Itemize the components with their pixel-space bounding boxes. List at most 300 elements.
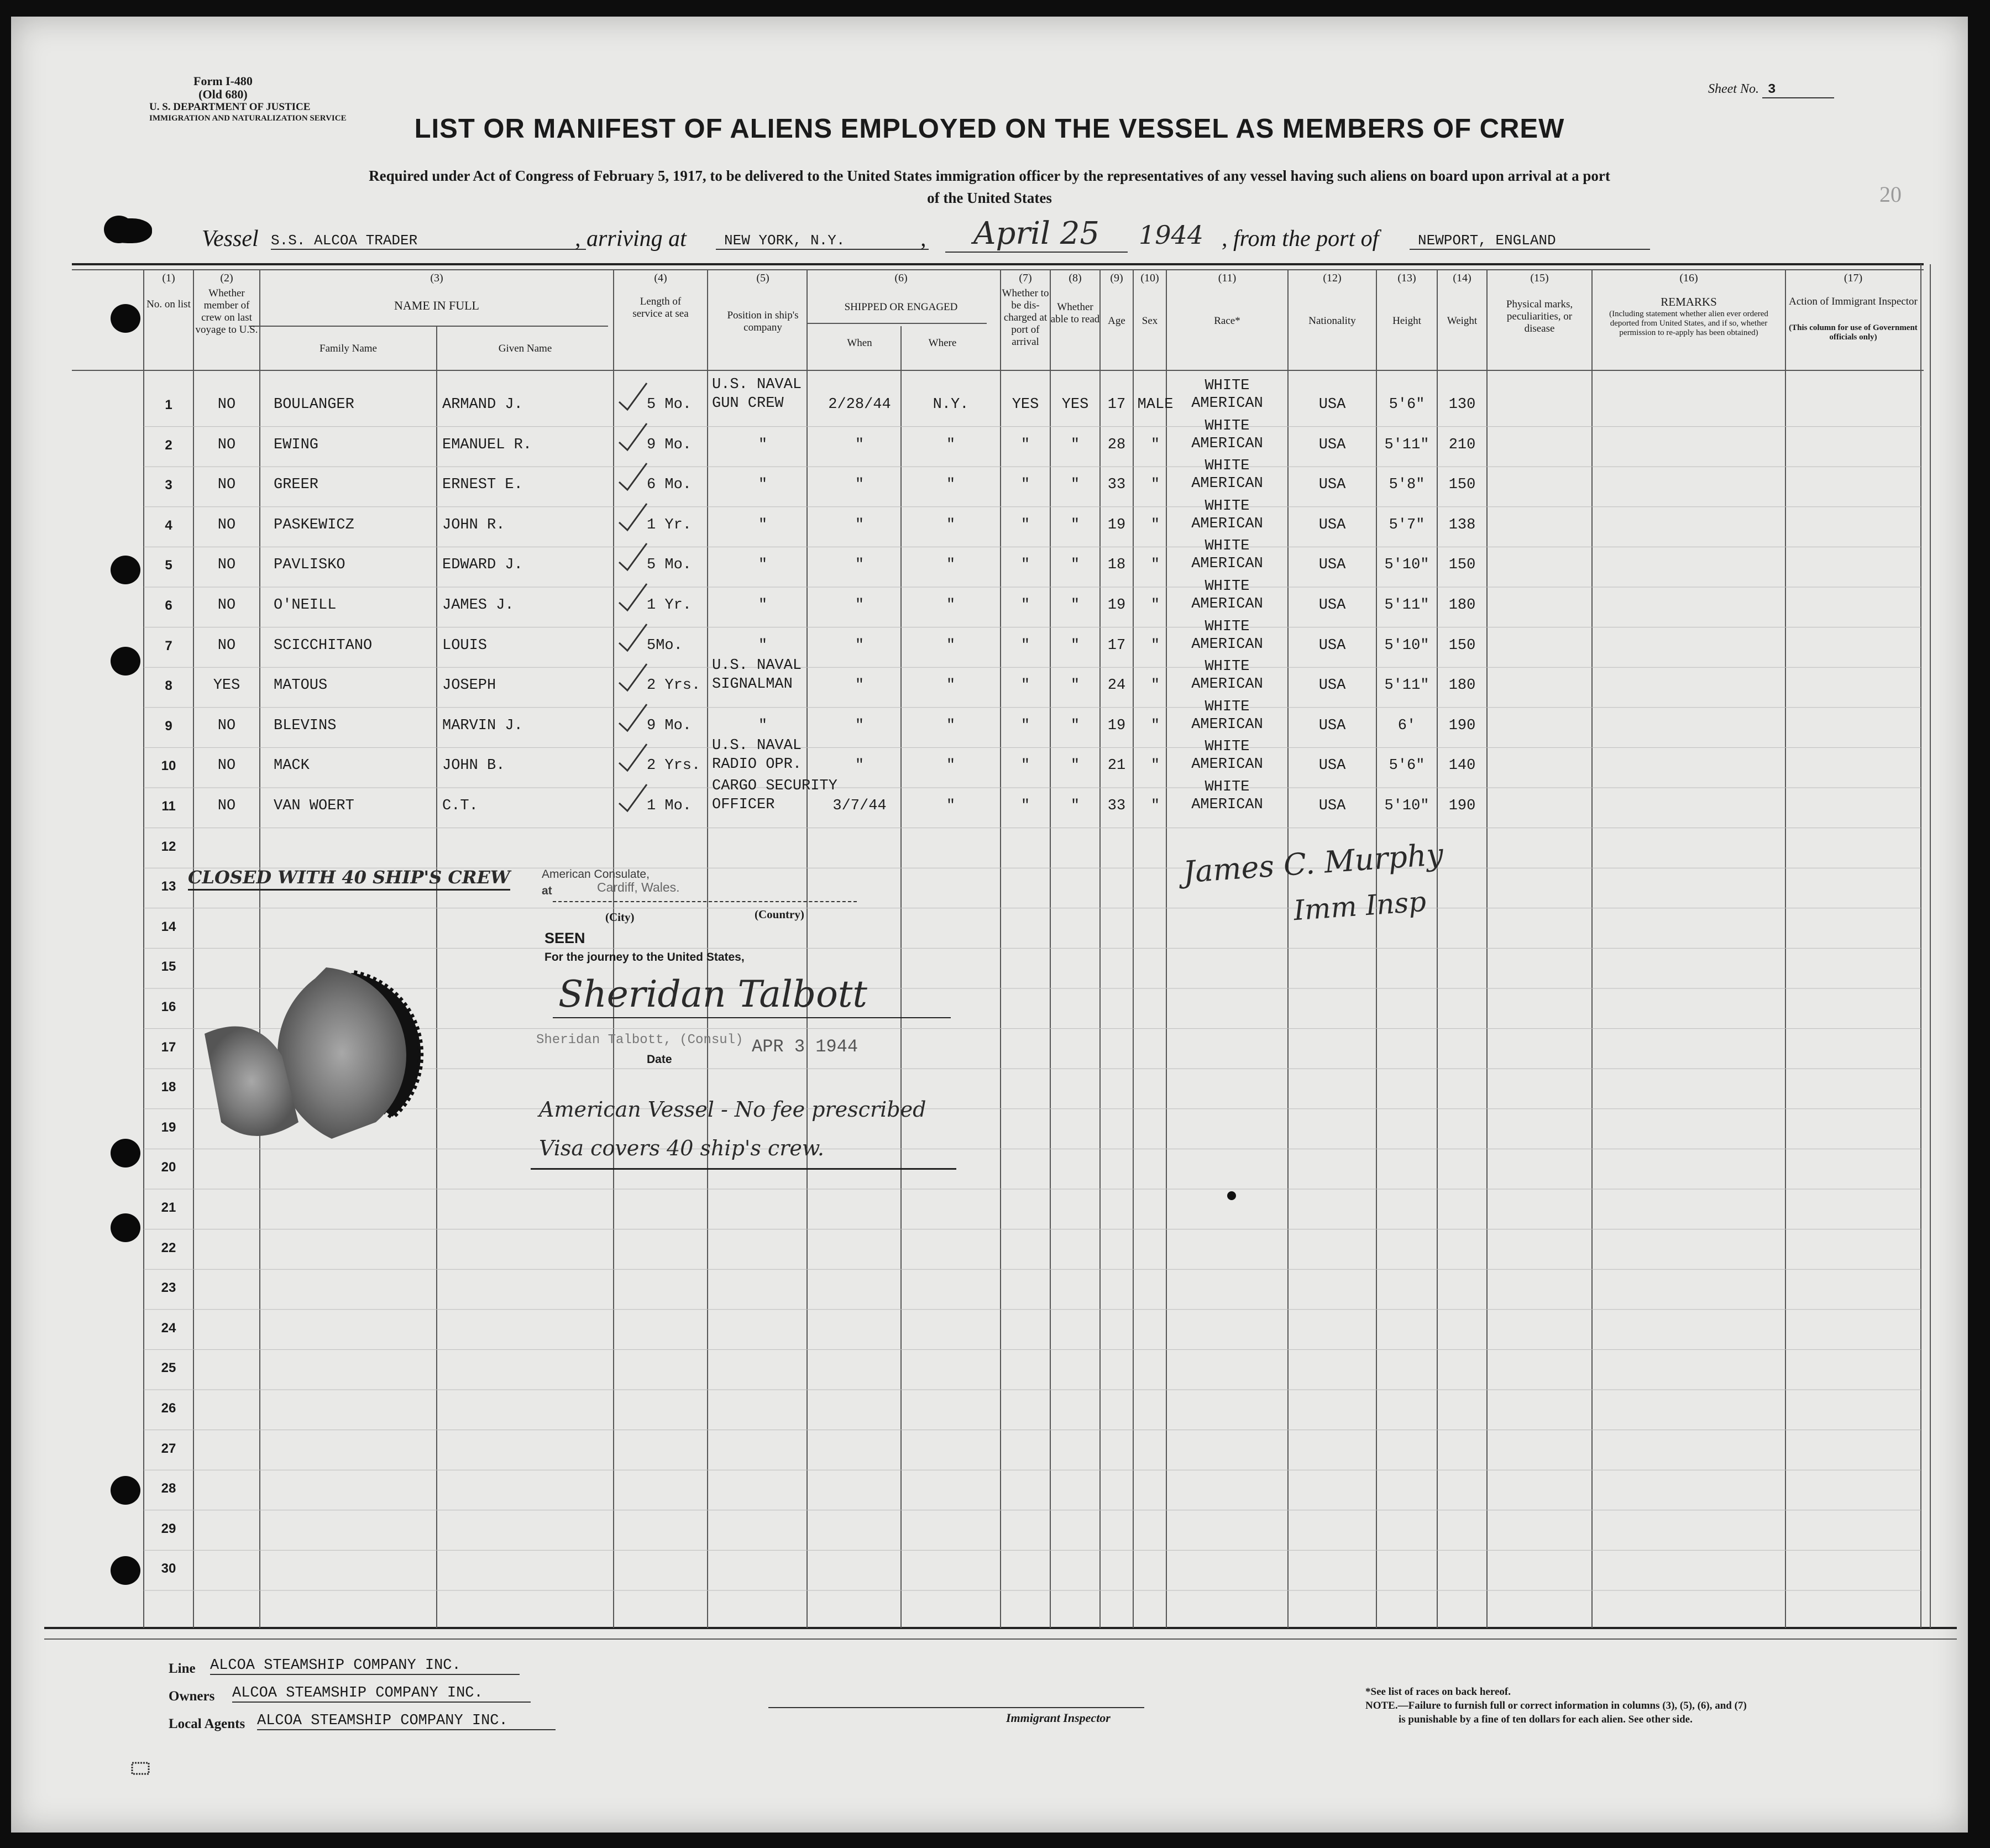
row-number: 3 (165, 478, 172, 493)
race-line-2: AMERICAN (1191, 556, 1263, 573)
shipped-where: " (946, 477, 956, 494)
race-line-2: AMERICAN (1191, 395, 1263, 412)
col-num: (13) (1397, 272, 1416, 284)
prev-voyage: NO (217, 436, 236, 453)
check-mark-icon (616, 782, 650, 815)
footer-line-value: ALCOA STEAMSHIP COMPANY INC. (210, 1657, 520, 1675)
race-line-1: WHITE (1205, 417, 1250, 434)
age: 17 (1107, 396, 1126, 413)
department-name: U. S. DEPARTMENT OF JUSTICE (149, 101, 311, 113)
shipped-where: " (946, 516, 956, 533)
height: 5'10" (1384, 798, 1429, 814)
sex: " (1150, 477, 1160, 494)
nationality: USA (1318, 798, 1346, 814)
race-line-2: AMERICAN (1191, 716, 1263, 733)
nationality: USA (1318, 516, 1346, 533)
consul-typed-name: Sheridan Talbott, (Consul) (536, 1033, 743, 1048)
age: 19 (1107, 516, 1126, 533)
weight: 180 (1448, 597, 1476, 614)
discharge: " (1020, 477, 1030, 494)
arrival-date: April 25 (945, 216, 1128, 253)
row-number: 11 (161, 799, 176, 814)
shipped-where: " (946, 677, 956, 694)
col-header-prev-voyage: Whether member of crew on last voyage to U.S. (195, 287, 258, 336)
race-line-2: AMERICAN (1191, 676, 1263, 693)
nationality: USA (1318, 396, 1346, 413)
weight: 150 (1448, 477, 1476, 494)
row-number: 27 (161, 1441, 176, 1456)
weight: 138 (1448, 516, 1476, 533)
shipped-when: " (855, 677, 865, 694)
nationality: USA (1318, 677, 1346, 694)
from-port-label: , from the port of (1222, 226, 1379, 252)
service-length: 5 Mo. (647, 396, 692, 413)
nationality: USA (1318, 436, 1346, 453)
shipped-when: " (855, 637, 865, 654)
given-name: EMANUEL R. (442, 436, 532, 453)
subtitle-line-2: of the United States (927, 190, 1052, 206)
race-line-1: WHITE (1205, 578, 1250, 595)
sex: " (1150, 798, 1160, 814)
shipped-when: " (855, 757, 865, 774)
col-header-height: Height (1392, 315, 1421, 327)
shipped-when: 2/28/44 (828, 396, 891, 413)
col-header-discharged: Whether to be dis-charged at port of arrival (1002, 287, 1049, 348)
sex: " (1150, 557, 1160, 574)
shipped-when: " (855, 717, 865, 734)
seen-stamp: SEEN (544, 930, 585, 946)
check-mark-icon (616, 541, 650, 574)
journey-text: For the journey to the United States, (544, 951, 745, 964)
row-number: 10 (161, 758, 176, 774)
height: 5'8" (1389, 477, 1425, 494)
col-header-nationality: Nationality (1308, 315, 1356, 327)
col-header-no: No. on list (146, 299, 191, 310)
height: 5'11" (1384, 436, 1429, 453)
check-mark-icon (616, 702, 650, 735)
form-old-number: (Old 680) (198, 87, 248, 101)
col-header-age: Age (1108, 315, 1125, 327)
sex: " (1150, 717, 1160, 734)
col-num: (10) (1140, 272, 1159, 284)
date-label: Date (647, 1053, 672, 1066)
discharge: " (1020, 436, 1030, 453)
inspector-signature-title: Imm Insp (1292, 885, 1427, 927)
row-number: 19 (161, 1119, 176, 1135)
row-number: 25 (161, 1360, 176, 1376)
discharge: " (1020, 798, 1030, 814)
col-header-weight: Weight (1447, 315, 1478, 327)
footer-agents-value: ALCOA STEAMSHIP COMPANY INC. (257, 1713, 556, 1730)
consulate-at-label: at (542, 884, 552, 897)
prev-voyage: NO (217, 717, 236, 734)
row-number: 4 (165, 517, 172, 533)
form-title: LIST OR MANIFEST OF ALIENS EMPLOYED ON THE VESSEL AS MEMBERS OF CREW (414, 114, 1565, 144)
consulate-label: American Consulate, (542, 868, 650, 881)
col-num: (6) (894, 272, 908, 284)
able-to-read: " (1070, 516, 1080, 533)
given-name: JAMES J. (442, 597, 514, 614)
col-header-family-name: Family Name (320, 343, 377, 354)
row-number: 23 (161, 1280, 176, 1296)
country-caption: (Country) (755, 908, 804, 921)
from-port: NEWPORT, ENGLAND (1410, 232, 1650, 250)
position-line-1: U.S. NAVAL (712, 657, 802, 674)
race-line-1: WHITE (1205, 698, 1250, 715)
printer-mark-icon (130, 1761, 152, 1777)
discharge: " (1020, 557, 1030, 574)
given-name: ERNEST E. (442, 477, 523, 494)
shipped-when: " (855, 597, 865, 614)
row-number: 12 (161, 839, 176, 854)
weight: 150 (1448, 557, 1476, 574)
able-to-read: " (1070, 637, 1080, 654)
discharge: " (1020, 597, 1030, 614)
nationality: USA (1318, 557, 1346, 574)
visa-note-line-2: Visa covers 40 ship's crew. (539, 1136, 824, 1160)
row-number: 17 (161, 1039, 176, 1055)
able-to-read: " (1070, 798, 1080, 814)
prev-voyage: NO (217, 516, 236, 533)
footer-owners-value: ALCOA STEAMSHIP COMPANY INC. (232, 1685, 531, 1703)
col-header-where: Where (928, 337, 957, 349)
embossed-seal-image (188, 956, 431, 1155)
col-header-service: Length of service at sea (632, 296, 689, 320)
race-line-2: AMERICAN (1191, 596, 1263, 612)
col-header-given-name: Given Name (498, 343, 552, 354)
family-name: MACK (274, 757, 310, 774)
shipped-when: 3/7/44 (832, 798, 887, 814)
table-grid (11, 17, 1968, 1833)
row-number: 7 (165, 638, 172, 653)
family-name: O'NEILL (274, 597, 337, 614)
height: 5'10" (1384, 637, 1429, 654)
position-line-2: GUN CREW (712, 395, 784, 412)
family-name: GREER (274, 477, 319, 494)
weight: 190 (1448, 798, 1476, 814)
footer-line-label: Line (169, 1661, 196, 1676)
family-name: PAVLISKO (274, 557, 345, 574)
arriving-label: , arriving at (575, 226, 687, 252)
position-line-1: CARGO SECURITY (712, 778, 837, 794)
family-name: VAN WOERT (274, 798, 354, 814)
footer-agents-label: Local Agents (169, 1716, 245, 1731)
race-line-1: WHITE (1205, 538, 1250, 555)
row-number: 29 (161, 1521, 176, 1536)
prev-voyage: NO (217, 396, 236, 413)
age: 17 (1107, 637, 1126, 654)
sex: " (1150, 436, 1160, 453)
race-line-2: AMERICAN (1191, 515, 1263, 532)
prev-voyage: NO (217, 798, 236, 814)
height: 5'6" (1389, 396, 1425, 413)
race-line-1: WHITE (1205, 739, 1250, 756)
discharge: YES (1012, 396, 1039, 413)
col-header-sex: Sex (1141, 315, 1158, 327)
height: 5'11" (1384, 677, 1429, 694)
row-number: 28 (161, 1481, 176, 1496)
given-name: EDWARD J. (442, 557, 523, 574)
weight: 180 (1448, 677, 1476, 694)
position: " (758, 436, 768, 453)
col-num: (2) (220, 272, 233, 284)
position: " (758, 597, 768, 614)
check-mark-icon (616, 381, 650, 414)
col-num: (8) (1069, 272, 1082, 284)
race-line-2: AMERICAN (1191, 756, 1263, 773)
prev-voyage: YES (213, 677, 240, 694)
row-number: 15 (161, 959, 176, 975)
sex: MALE (1137, 396, 1174, 413)
col-num: (12) (1323, 272, 1342, 284)
sheet-label: Sheet No. (1708, 82, 1759, 96)
shipped-when: " (855, 477, 865, 494)
nationality: USA (1318, 597, 1346, 614)
visa-note-line-1: American Vessel - No fee prescribed (539, 1097, 926, 1122)
footer-races-note: *See list of races on back hereof. (1365, 1686, 1511, 1698)
col-num: (15) (1530, 272, 1549, 284)
given-name: C.T. (442, 798, 478, 814)
col-num: (14) (1453, 272, 1471, 284)
footer-note-line-1: NOTE.—Failure to furnish full or correct information in columns (3), (5), (6), and (7) (1365, 1700, 1747, 1711)
col-header-inspector-note: (This column for use of Government officials only) (1789, 323, 1918, 342)
arrival-year: 1944 (1139, 220, 1204, 250)
ink-dot (1227, 1191, 1236, 1200)
check-mark-icon (616, 622, 650, 655)
col-header-name: NAME IN FULL (394, 299, 479, 312)
vessel-name: S.S. ALCOA TRADER (271, 232, 586, 250)
family-name: EWING (274, 436, 319, 453)
consulate-city: Cardiff, Wales. (597, 880, 680, 894)
row-number: 8 (165, 678, 172, 694)
position: " (758, 717, 768, 734)
position-line-1: U.S. NAVAL (712, 737, 802, 755)
age: 19 (1107, 717, 1126, 734)
shipped-when: " (855, 516, 865, 533)
row-number: 9 (165, 718, 172, 734)
subtitle-line-1: Required under Act of Congress of February 5, 1917, to be delivered to the United States immigration officer by the representatives of any vessel having such aliens on board upon arrival at a port (369, 167, 1610, 184)
able-to-read: " (1070, 757, 1080, 774)
row-number: 24 (161, 1320, 176, 1336)
age: 21 (1107, 757, 1126, 774)
service-name: IMMIGRATION AND NATURALIZATION SERVICE (149, 114, 347, 123)
col-num: (16) (1679, 272, 1698, 284)
weight: 190 (1448, 717, 1476, 734)
consul-signature: Sheridan Talbott (558, 973, 867, 1015)
able-to-read: " (1070, 677, 1080, 694)
check-mark-icon (616, 421, 650, 454)
race-line-1: WHITE (1205, 618, 1250, 635)
service-length: 6 Mo. (647, 477, 692, 494)
position-line-2: RADIO OPR. (712, 756, 802, 773)
row-number: 16 (161, 999, 176, 1014)
row-number: 6 (165, 598, 172, 613)
nationality: USA (1318, 637, 1346, 654)
service-length: 5Mo. (647, 637, 683, 654)
col-header-race: Race* (1214, 315, 1240, 327)
race-line-1: WHITE (1205, 378, 1250, 394)
family-name: SCICCHITANO (274, 637, 373, 654)
height: 5'6" (1389, 757, 1425, 774)
race-line-1: WHITE (1205, 779, 1250, 795)
weight: 150 (1448, 637, 1476, 654)
shipped-where: N.Y. (933, 396, 969, 413)
row-number: 18 (161, 1080, 176, 1095)
col-num: (3) (430, 272, 443, 284)
closed-note: CLOSED WITH 40 SHIP'S CREW (188, 867, 510, 891)
race-line-2: AMERICAN (1191, 435, 1263, 452)
race-line-2: AMERICAN (1191, 797, 1263, 813)
row-number: 2 (165, 437, 172, 453)
prev-voyage: NO (217, 597, 236, 614)
able-to-read: " (1070, 717, 1080, 734)
service-length: 5 Mo. (647, 557, 692, 574)
position: " (758, 477, 768, 494)
service-length: 9 Mo. (647, 717, 692, 734)
race-line-1: WHITE (1205, 498, 1250, 515)
row-number: 5 (165, 558, 172, 573)
row-number: 26 (161, 1401, 176, 1416)
weight: 140 (1448, 757, 1476, 774)
given-name: JOHN B. (442, 757, 505, 774)
shipped-where: " (946, 597, 956, 614)
row-number: 14 (161, 919, 176, 934)
page-mark: 20 (1879, 182, 1902, 207)
given-name: MARVIN J. (442, 717, 523, 734)
service-length: 9 Mo. (647, 436, 692, 453)
service-length: 1 Yr. (647, 597, 692, 614)
sex: " (1150, 757, 1160, 774)
family-name: BOULANGER (274, 396, 354, 413)
col-header-read: Whether able to read (1050, 301, 1100, 325)
given-name: LOUIS (442, 637, 488, 654)
city-caption: (City) (605, 910, 635, 924)
row-number: 1 (165, 397, 172, 412)
race-line-2: AMERICAN (1191, 475, 1263, 493)
given-name: ARMAND J. (442, 396, 523, 413)
given-name: JOSEPH (442, 677, 496, 694)
row-number: 13 (161, 879, 176, 894)
prev-voyage: NO (217, 477, 236, 494)
arriving-port: NEW YORK, N.Y. (716, 232, 929, 250)
nationality: USA (1318, 757, 1346, 774)
col-num: (11) (1218, 272, 1237, 284)
height: 5'10" (1384, 557, 1429, 574)
prev-voyage: NO (217, 757, 236, 774)
family-name: PASKEWICZ (274, 516, 354, 533)
position: " (758, 637, 768, 654)
shipped-when: " (855, 557, 865, 574)
row-number: 21 (161, 1200, 176, 1215)
able-to-read: YES (1061, 396, 1089, 413)
age: 24 (1107, 677, 1126, 694)
shipped-when: " (855, 436, 865, 453)
footer-owners-label: Owners (169, 1689, 215, 1704)
sex: " (1150, 677, 1160, 694)
shipped-where: " (946, 717, 956, 734)
age: 33 (1107, 798, 1126, 814)
position-line-2: OFFICER (712, 797, 775, 813)
shipped-where: " (946, 637, 956, 654)
height: 6' (1397, 717, 1416, 734)
race-line-2: AMERICAN (1191, 636, 1263, 653)
age: 19 (1107, 597, 1126, 614)
check-mark-icon (616, 582, 650, 615)
row-number: 22 (161, 1240, 176, 1255)
form-number: Form I-480 (193, 74, 253, 88)
weight: 210 (1448, 436, 1476, 453)
stamp-date: APR 3 1944 (752, 1036, 858, 1057)
position-line-1: U.S. NAVAL (712, 376, 802, 393)
sheet-number: 3 (1762, 82, 1834, 98)
service-length: 2 Yrs. (647, 757, 701, 774)
shipped-where: " (946, 436, 956, 453)
discharge: " (1020, 637, 1030, 654)
col-num: (9) (1110, 272, 1123, 284)
age: 18 (1107, 557, 1126, 574)
family-name: BLEVINS (274, 717, 337, 734)
check-mark-icon (616, 742, 650, 775)
given-name: JOHN R. (442, 516, 505, 533)
nationality: USA (1318, 717, 1346, 734)
col-header-remarks-note: (Including statement whether alien ever ordered deported from United States, and if so, whether permission to re-apply has been obtained) (1609, 310, 1768, 337)
col-num: (5) (756, 272, 769, 284)
row-number: 20 (161, 1160, 176, 1175)
check-mark-icon (616, 662, 650, 695)
manifest-sheet: Form I-480 (Old 680) U. S. DEPARTMENT OF JUSTICE IMMIGRATION AND NATURALIZATION SERVICE Sheet No. 3 20 LIST OR MANIFEST OF ALIENS EMPLOYED ON THE VESSEL AS MEMBERS OF CREW Required under Act of Congress of February 5, 1917, to be delivered to the United States immigration officer by the representatives of any vessel having such aliens on board upon arrival at a port of the United States Vessel S.S. ALCOA TRADER , arriving at NEW YORK, N.Y. , April 25 1944 , from the port of NEWPORT, ENGLAND (1) No. on list (2) Whether member of crew on last voyage to U.S. (3) NAME IN FULL Family Name Given Name (4) Length of service at sea (5) Position in ship's company (6) SHIPPED OR ENGAGED When Where (7) Whether to be dis-charged at port of arrival (8) Whether able to read (9) Age (10) Sex (11) Race* (12) Nationality (13) Height (14) Weight (15) Physical marks, peculiarities, or disease (16) REMARKS (Including statement whether alien ever ordered deported from United States, and if so, whether permission to re-apply has been obtained) (17) Action of Immigrant Inspector (This column for use of Government officials only) 1 NO BOULANGER ARMAND J. 5 Mo. U.S. NAVAL GUN CREW 2/28/44 N.Y. YES YES 17 MALE WHITE AMERICAN USA 5'6" 130 2 NO EWING EMANUEL R. 9 Mo. " " " " " 28 " WHITE AMERICAN USA 5'11" 210 3 NO GREER ERNEST E. 6 Mo. " " " " " 33 " WHITE AMERICAN USA 5'8" 150 4 NO PASKEWICZ JOHN R. 1 Yr. " " " " " 19 " WHITE AMERICAN USA 5'7" 138 5 NO PAVLISKO EDWARD J. 5 Mo. " " " " " 18 " WHITE AMERICAN USA 5'10" 150 6 NO O'NEILL JAMES J. 1 Yr. " " " " " 19 " WHITE AMERICAN USA 5'11" 180 7 NO SCICCHITANO LOUIS 5Mo. " " " " " 17 " WHITE AMERICAN USA 5'10" 150 8 YES MATOUS JOSEPH 2 Yrs. U.S. NAVAL SIGNALMAN " " " " 24 " WHITE AMERICAN USA 5'11" 180 9 NO BLEVINS MARVIN J. 9 Mo. " " " " " 19 " WHITE AMERICAN USA 6' 190 10 NO MACK JOHN B. 2 Yrs. U.S. NAVAL RADIO OPR. " " " " 21 " WHITE AMERICAN USA 5'6" 140 11 NO VAN WOERT C.T. 1 Mo. CARGO SECURITY OFFICER 3/7/44 " " " 33 " WHITE AMERICAN USA 5'10" 190 12 13 14 15 16 17 18 19 20 21 22 23 24 25 26 27 28 29 30 CLOSED WITH 40 SHIP'S CREW American Consulate, at Cardiff, Wales. (City) (Country) SEEN For the journey to the United States, Sheridan Talbott Sheridan Talbott, (Consul) Date APR 3 1944 American Vessel - No fee prescribed Visa covers 40 ship's crew. James C. Murphy Imm Insp Line ALCOA STEAMSHIP COMPANY INC. Owners ALCOA STEAMSHIP COMPANY INC. Local Agents ALCOA STEAMSHIP COMPANY INC. Immigrant Inspector *See list of races on back hereof. NOTE.—Failure to furnish full or correct information in columns (3), (5), (6), and (7) is punishable by a fine of ten dollars for each alien. See other side. (11, 17, 1968, 1833)
check-mark-icon (616, 461, 650, 494)
discharge: " (1020, 717, 1030, 734)
nationality: USA (1318, 477, 1346, 494)
shipped-where: " (946, 557, 956, 574)
inspector-signature-name: James C. Murphy (1182, 836, 1444, 890)
family-name: MATOUS (274, 677, 328, 694)
position: " (758, 516, 768, 533)
weight: 130 (1448, 396, 1476, 413)
race-line-1: WHITE (1205, 458, 1250, 475)
check-mark-icon (616, 501, 650, 535)
able-to-read: " (1070, 557, 1080, 574)
sex: " (1150, 637, 1160, 654)
service-length: 2 Yrs. (647, 677, 701, 694)
position-line-2: SIGNALMAN (712, 676, 793, 693)
discharge: " (1020, 516, 1030, 533)
col-header-when: When (847, 337, 872, 349)
able-to-read: " (1070, 597, 1080, 614)
col-header-position: Position in ship's company (727, 310, 799, 333)
age: 33 (1107, 477, 1126, 494)
service-length: 1 Mo. (647, 798, 692, 814)
sex: " (1150, 597, 1160, 614)
discharge: " (1020, 677, 1030, 694)
race-line-1: WHITE (1205, 658, 1250, 676)
col-header-remarks: REMARKS (1661, 295, 1717, 308)
vessel-label: Vessel (202, 226, 259, 252)
prev-voyage: NO (217, 637, 236, 654)
height: 5'7" (1389, 516, 1425, 533)
sex: " (1150, 516, 1160, 533)
able-to-read: " (1070, 436, 1080, 453)
position: " (758, 557, 768, 574)
footer-note-line-2: is punishable by a fine of ten dollars for each alien. See other side. (1399, 1714, 1693, 1725)
able-to-read: " (1070, 477, 1080, 494)
row-number: 30 (161, 1561, 176, 1577)
footer-inspector-label: Immigrant Inspector (1006, 1711, 1111, 1725)
col-header-inspector-action: Action of Immigrant Inspector (1789, 296, 1918, 307)
col-header-shipped: SHIPPED OR ENGAGED (844, 301, 958, 313)
discharge: " (1020, 757, 1030, 774)
age: 28 (1107, 436, 1126, 453)
